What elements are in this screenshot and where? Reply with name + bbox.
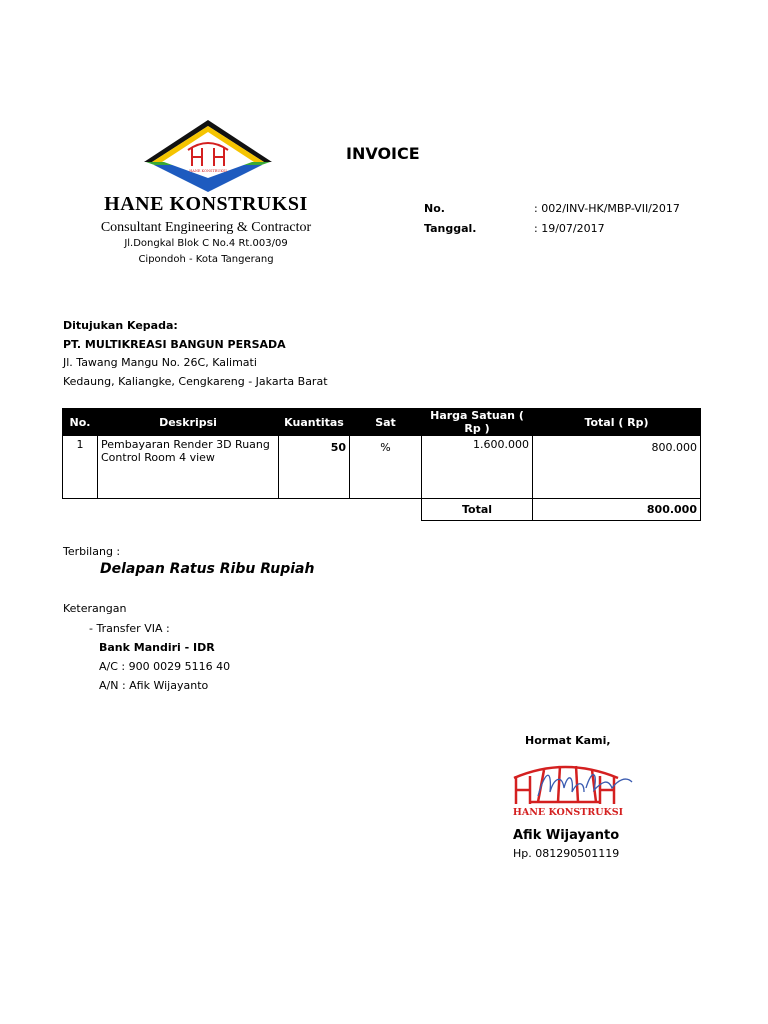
recipient-address-line1: Jl. Tawang Mangu No. 26C, Kalimati [63, 356, 257, 369]
header-unit: Sat [350, 409, 422, 436]
cell-unit: % [350, 436, 422, 499]
header-description: Deskripsi [98, 409, 279, 436]
table-header-row [63, 409, 701, 436]
company-address-line1: Jl.Dongkal Blok C No.4 Rt.003/09 [124, 238, 288, 249]
cell-total: 800.000 [533, 436, 701, 499]
svg-text:HANE KONSTRUKSI: HANE KONSTRUKSI [512, 807, 624, 818]
company-name: HANE KONSTRUKSI [104, 193, 308, 215]
notes-label: Keterangan [63, 602, 127, 615]
header-no: No. [63, 409, 98, 436]
notes-transfer: - Transfer VIA : [89, 622, 170, 635]
invoice-no-label: No. [424, 202, 445, 215]
recipient-company: PT. MULTIKREASI BANGUN PERSADA [63, 338, 286, 351]
signature-phone: Hp. 081290501119 [513, 847, 620, 860]
signature-name: Afik Wijayanto [513, 828, 620, 843]
cell-no: 1 [63, 436, 98, 499]
notes-account-holder: A/N : Afik Wijayanto [99, 679, 209, 692]
table-total-row [63, 499, 701, 521]
company-address-line2: Cipondoh - Kota Tangerang [138, 254, 274, 265]
recipient-label: Ditujukan Kepada: [63, 319, 178, 332]
header-quantity: Kuantitas [279, 409, 350, 436]
signature-regards: Hormat Kami, [525, 734, 611, 747]
amount-words: Delapan Ratus Ribu Rupiah [100, 561, 315, 577]
total-value: 800.000 [533, 499, 701, 521]
cell-quantity: 50 [279, 436, 350, 499]
amount-words-label: Terbilang : [63, 545, 121, 558]
notes-bank: Bank Mandiri - IDR [99, 641, 215, 654]
table-row [63, 436, 701, 499]
header-total: Total ( Rp) [533, 409, 701, 436]
company-logo [144, 118, 272, 192]
header-unit-price: Harga Satuan ( Rp ) [422, 409, 533, 436]
cell-description: Pembayaran Render 3D Ruang Control Room 4 view [98, 436, 279, 499]
invoice-no-value: : 002/INV-HK/MBP-VII/2017 [534, 202, 680, 215]
recipient-address-line2: Kedaung, Kaliangke, Cengkareng - Jakarta Barat [63, 375, 328, 388]
invoice-items-table [62, 408, 701, 521]
invoice-title: INVOICE [346, 144, 420, 163]
invoice-date-value: : 19/07/2017 [534, 222, 605, 235]
company-stamp-signature [508, 758, 638, 818]
cell-unit-price: 1.600.000 [422, 436, 533, 499]
svg-text:HANE KONSTRUKSI: HANE KONSTRUKSI [189, 169, 227, 173]
invoice-date-label: Tanggal. [424, 222, 477, 235]
company-tagline: Consultant Engineering & Contractor [100, 220, 312, 235]
total-label: Total [422, 499, 533, 521]
notes-account-number: A/C : 900 0029 5116 40 [99, 660, 231, 673]
